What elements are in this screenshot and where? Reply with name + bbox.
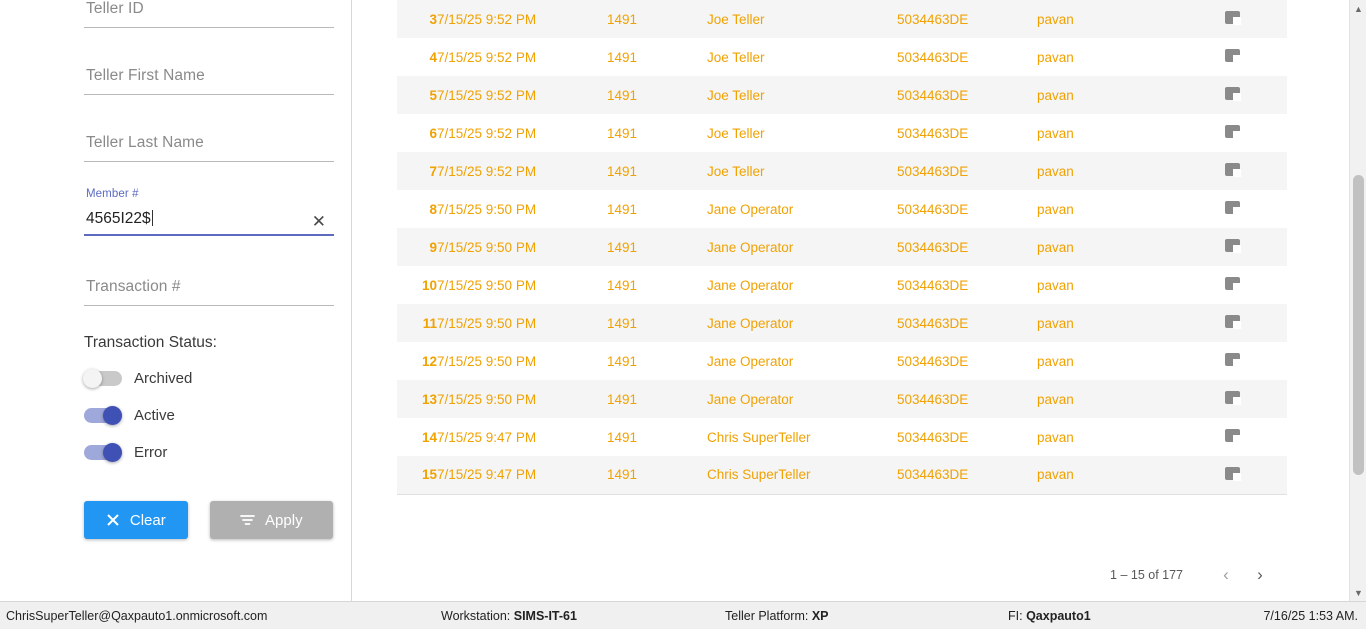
table-row[interactable] bbox=[397, 0, 1287, 38]
chevron-left-icon[interactable]: ‹ bbox=[1223, 565, 1229, 584]
note-icon[interactable] bbox=[1225, 163, 1240, 176]
status-fi-label: FI: bbox=[1008, 609, 1023, 623]
row-date: 7/15/25 9:47 PM bbox=[437, 429, 537, 445]
scroll-up-icon[interactable]: ▲ bbox=[1354, 3, 1363, 14]
error-switch-knob bbox=[103, 443, 122, 462]
note-icon[interactable] bbox=[1225, 125, 1240, 138]
row-note-cell[interactable] bbox=[1177, 114, 1287, 152]
row-teller: 1491 bbox=[607, 277, 638, 293]
row-account: 5034463DE bbox=[897, 391, 969, 407]
row-user: pavan bbox=[1037, 11, 1074, 27]
scrollbar-thumb[interactable] bbox=[1353, 175, 1364, 475]
row-user: pavan bbox=[1037, 277, 1074, 293]
row-account: 5034463DE bbox=[897, 87, 969, 103]
row-index: 8 bbox=[429, 201, 437, 217]
row-date: 7/15/25 9:50 PM bbox=[437, 201, 537, 217]
row-index: 6 bbox=[429, 125, 437, 141]
text-caret bbox=[152, 210, 153, 226]
row-note-cell[interactable] bbox=[1177, 456, 1287, 494]
row-index: 14 bbox=[421, 429, 437, 445]
table-row[interactable] bbox=[397, 152, 1287, 190]
status-fi bbox=[1008, 609, 1091, 623]
row-account: 5034463DE bbox=[897, 467, 969, 483]
row-teller: 1491 bbox=[607, 353, 638, 369]
row-name: Joe Teller bbox=[707, 87, 765, 103]
note-icon[interactable] bbox=[1225, 277, 1240, 290]
filter-panel bbox=[66, 0, 352, 601]
row-note-cell[interactable] bbox=[1177, 228, 1287, 266]
row-name: Jane Operator bbox=[707, 239, 794, 255]
row-date: 7/15/25 9:50 PM bbox=[437, 315, 537, 331]
status-platform-value: XP bbox=[811, 609, 829, 623]
clear-button[interactable] bbox=[84, 501, 188, 539]
row-date: 7/15/25 9:52 PM bbox=[437, 125, 537, 141]
error-label: Error bbox=[134, 443, 168, 461]
row-user: pavan bbox=[1037, 391, 1074, 407]
member-number-label: Member # bbox=[86, 188, 139, 200]
row-index: 11 bbox=[422, 315, 437, 331]
row-note-cell[interactable] bbox=[1177, 418, 1287, 456]
teller-last-name-label: Teller Last Name bbox=[86, 134, 204, 151]
row-account: 5034463DE bbox=[897, 163, 969, 179]
teller-id-field[interactable] bbox=[84, 0, 334, 28]
row-account: 5034463DE bbox=[897, 353, 969, 369]
status-fi-value: Qaxpauto1 bbox=[1026, 609, 1091, 623]
row-user: pavan bbox=[1037, 353, 1074, 369]
row-name: Jane Operator bbox=[707, 315, 794, 331]
note-icon[interactable] bbox=[1225, 429, 1240, 442]
apply-button-label: Apply bbox=[265, 511, 303, 529]
filter-icon bbox=[240, 513, 255, 527]
clear-member-number-icon[interactable]: ✕ bbox=[311, 212, 326, 231]
row-index: 12 bbox=[421, 353, 437, 369]
row-index: 10 bbox=[421, 277, 437, 293]
row-note-cell[interactable] bbox=[1177, 0, 1287, 38]
note-icon[interactable] bbox=[1225, 467, 1240, 480]
row-account: 5034463DE bbox=[897, 49, 969, 65]
row-user: pavan bbox=[1037, 429, 1074, 445]
table-row[interactable] bbox=[397, 418, 1287, 456]
row-teller: 1491 bbox=[607, 125, 638, 141]
left-rail bbox=[0, 0, 66, 601]
status-bar bbox=[0, 601, 1366, 629]
row-teller: 1491 bbox=[607, 315, 638, 331]
row-index: 4 bbox=[429, 49, 437, 65]
row-user: pavan bbox=[1037, 87, 1074, 103]
transactions-table-body bbox=[397, 0, 1287, 494]
row-user: pavan bbox=[1037, 315, 1074, 331]
row-note-cell[interactable] bbox=[1177, 38, 1287, 76]
note-icon[interactable] bbox=[1225, 11, 1240, 24]
row-note-cell[interactable] bbox=[1177, 380, 1287, 418]
member-number-value-wrap bbox=[86, 210, 153, 228]
filter-actions bbox=[84, 501, 333, 539]
row-index: 13 bbox=[421, 391, 437, 407]
row-date: 7/15/25 9:50 PM bbox=[437, 277, 537, 293]
row-name: Jane Operator bbox=[707, 201, 794, 217]
table-row[interactable] bbox=[397, 266, 1287, 304]
active-switch-knob bbox=[103, 406, 122, 425]
note-icon[interactable] bbox=[1225, 49, 1240, 62]
archived-switch-knob bbox=[83, 369, 102, 388]
table-row[interactable] bbox=[397, 304, 1287, 342]
note-icon[interactable] bbox=[1225, 239, 1240, 252]
row-account: 5034463DE bbox=[897, 201, 969, 217]
row-note-cell[interactable] bbox=[1177, 190, 1287, 228]
row-teller: 1491 bbox=[607, 239, 638, 255]
row-index: 15 bbox=[421, 467, 437, 483]
note-icon[interactable] bbox=[1225, 87, 1240, 100]
row-name: Joe Teller bbox=[707, 163, 765, 179]
row-account: 5034463DE bbox=[897, 277, 969, 293]
member-number-field[interactable] bbox=[84, 190, 334, 236]
teller-first-name-field[interactable] bbox=[84, 49, 334, 95]
row-teller: 1491 bbox=[607, 391, 638, 407]
table-row[interactable] bbox=[397, 342, 1287, 380]
row-user: pavan bbox=[1037, 467, 1074, 483]
row-teller: 1491 bbox=[607, 87, 638, 103]
row-teller: 1491 bbox=[607, 201, 638, 217]
note-icon[interactable] bbox=[1225, 353, 1240, 366]
toggle-active[interactable] bbox=[84, 404, 333, 426]
table-row[interactable] bbox=[397, 228, 1287, 266]
row-teller: 1491 bbox=[607, 467, 638, 483]
active-switch[interactable] bbox=[84, 408, 122, 423]
row-user: pavan bbox=[1037, 125, 1074, 141]
row-name: Jane Operator bbox=[707, 353, 794, 369]
row-name: Joe Teller bbox=[707, 125, 765, 141]
teller-first-name-label: Teller First Name bbox=[86, 67, 205, 84]
active-label: Active bbox=[134, 406, 175, 424]
teller-id-label: Teller ID bbox=[86, 0, 144, 17]
note-icon[interactable] bbox=[1225, 201, 1240, 214]
main-content bbox=[377, 0, 1349, 601]
archived-switch[interactable] bbox=[84, 371, 122, 386]
status-user: ChrisSuperTeller@Qaxpauto1.onmicrosoft.com bbox=[6, 609, 268, 623]
status-platform-label: Teller Platform: bbox=[725, 609, 809, 623]
clear-button-label: Clear bbox=[129, 511, 166, 529]
toggle-error[interactable] bbox=[84, 441, 333, 463]
status-workstation-label: Workstation: bbox=[441, 609, 511, 623]
row-account: 5034463DE bbox=[897, 125, 969, 141]
row-user: pavan bbox=[1037, 239, 1074, 255]
toggle-archived[interactable] bbox=[84, 367, 333, 389]
transaction-status-title: Transaction Status: bbox=[84, 334, 217, 351]
apply-button[interactable] bbox=[210, 501, 333, 539]
row-teller: 1491 bbox=[607, 163, 638, 179]
row-teller: 1491 bbox=[607, 11, 638, 27]
note-icon[interactable] bbox=[1225, 391, 1240, 404]
row-date: 7/15/25 9:52 PM bbox=[437, 11, 537, 27]
row-index: 5 bbox=[429, 87, 437, 103]
status-datetime: 7/16/25 1:53 AM. bbox=[1263, 609, 1358, 623]
row-index: 3 bbox=[429, 11, 437, 27]
row-teller: 1491 bbox=[607, 49, 638, 65]
row-date: 7/15/25 9:50 PM bbox=[437, 391, 537, 407]
table-row[interactable] bbox=[397, 456, 1287, 494]
row-user: pavan bbox=[1037, 163, 1074, 179]
table-row[interactable] bbox=[397, 190, 1287, 228]
transaction-number-field[interactable] bbox=[84, 260, 334, 306]
error-switch[interactable] bbox=[84, 445, 122, 460]
row-date: 7/15/25 9:52 PM bbox=[437, 49, 537, 65]
teller-last-name-field[interactable] bbox=[84, 116, 334, 162]
note-icon[interactable] bbox=[1225, 315, 1240, 328]
row-account: 5034463DE bbox=[897, 315, 969, 331]
page-range-label: 1 – 15 of 177 bbox=[1110, 568, 1183, 582]
row-note-cell[interactable] bbox=[1177, 76, 1287, 114]
row-date: 7/15/25 9:52 PM bbox=[437, 87, 537, 103]
row-date: 7/15/25 9:50 PM bbox=[437, 353, 537, 369]
table-row[interactable] bbox=[397, 380, 1287, 418]
row-date: 7/15/25 9:47 PM bbox=[437, 467, 537, 483]
row-user: pavan bbox=[1037, 49, 1074, 65]
row-account: 5034463DE bbox=[897, 239, 969, 255]
row-date: 7/15/25 9:50 PM bbox=[437, 239, 537, 255]
row-note-cell[interactable] bbox=[1177, 266, 1287, 304]
row-note-cell[interactable] bbox=[1177, 152, 1287, 190]
vertical-scrollbar[interactable] bbox=[1349, 0, 1366, 601]
row-note-cell[interactable] bbox=[1177, 304, 1287, 342]
table-row[interactable] bbox=[397, 38, 1287, 76]
row-teller: 1491 bbox=[607, 429, 638, 445]
row-name: Joe Teller bbox=[707, 49, 765, 65]
transaction-number-label: Transaction # bbox=[86, 278, 181, 295]
chevron-right-icon[interactable]: › bbox=[1257, 565, 1263, 584]
status-workstation bbox=[441, 609, 577, 623]
close-icon bbox=[106, 513, 120, 527]
scroll-down-icon[interactable]: ▼ bbox=[1354, 587, 1363, 598]
row-index: 7 bbox=[429, 163, 437, 179]
row-account: 5034463DE bbox=[897, 429, 969, 445]
row-name: Chris SuperTeller bbox=[707, 467, 811, 483]
transactions-table-wrap bbox=[397, 0, 1287, 495]
table-row[interactable] bbox=[397, 114, 1287, 152]
row-note-cell[interactable] bbox=[1177, 342, 1287, 380]
table-row[interactable] bbox=[397, 76, 1287, 114]
row-account: 5034463DE bbox=[897, 11, 969, 27]
row-index: 9 bbox=[429, 239, 437, 255]
row-name: Jane Operator bbox=[707, 277, 794, 293]
row-name: Joe Teller bbox=[707, 11, 765, 27]
row-name: Chris SuperTeller bbox=[707, 429, 811, 445]
row-name: Jane Operator bbox=[707, 391, 794, 407]
status-workstation-value: SIMS-IT-61 bbox=[513, 609, 577, 623]
status-platform bbox=[725, 609, 829, 623]
archived-label: Archived bbox=[134, 369, 193, 387]
member-number-value: 4565I22$ bbox=[86, 210, 151, 227]
transactions-table bbox=[397, 0, 1287, 495]
row-date: 7/15/25 9:52 PM bbox=[437, 163, 537, 179]
row-user: pavan bbox=[1037, 201, 1074, 217]
paginator bbox=[1110, 562, 1277, 588]
